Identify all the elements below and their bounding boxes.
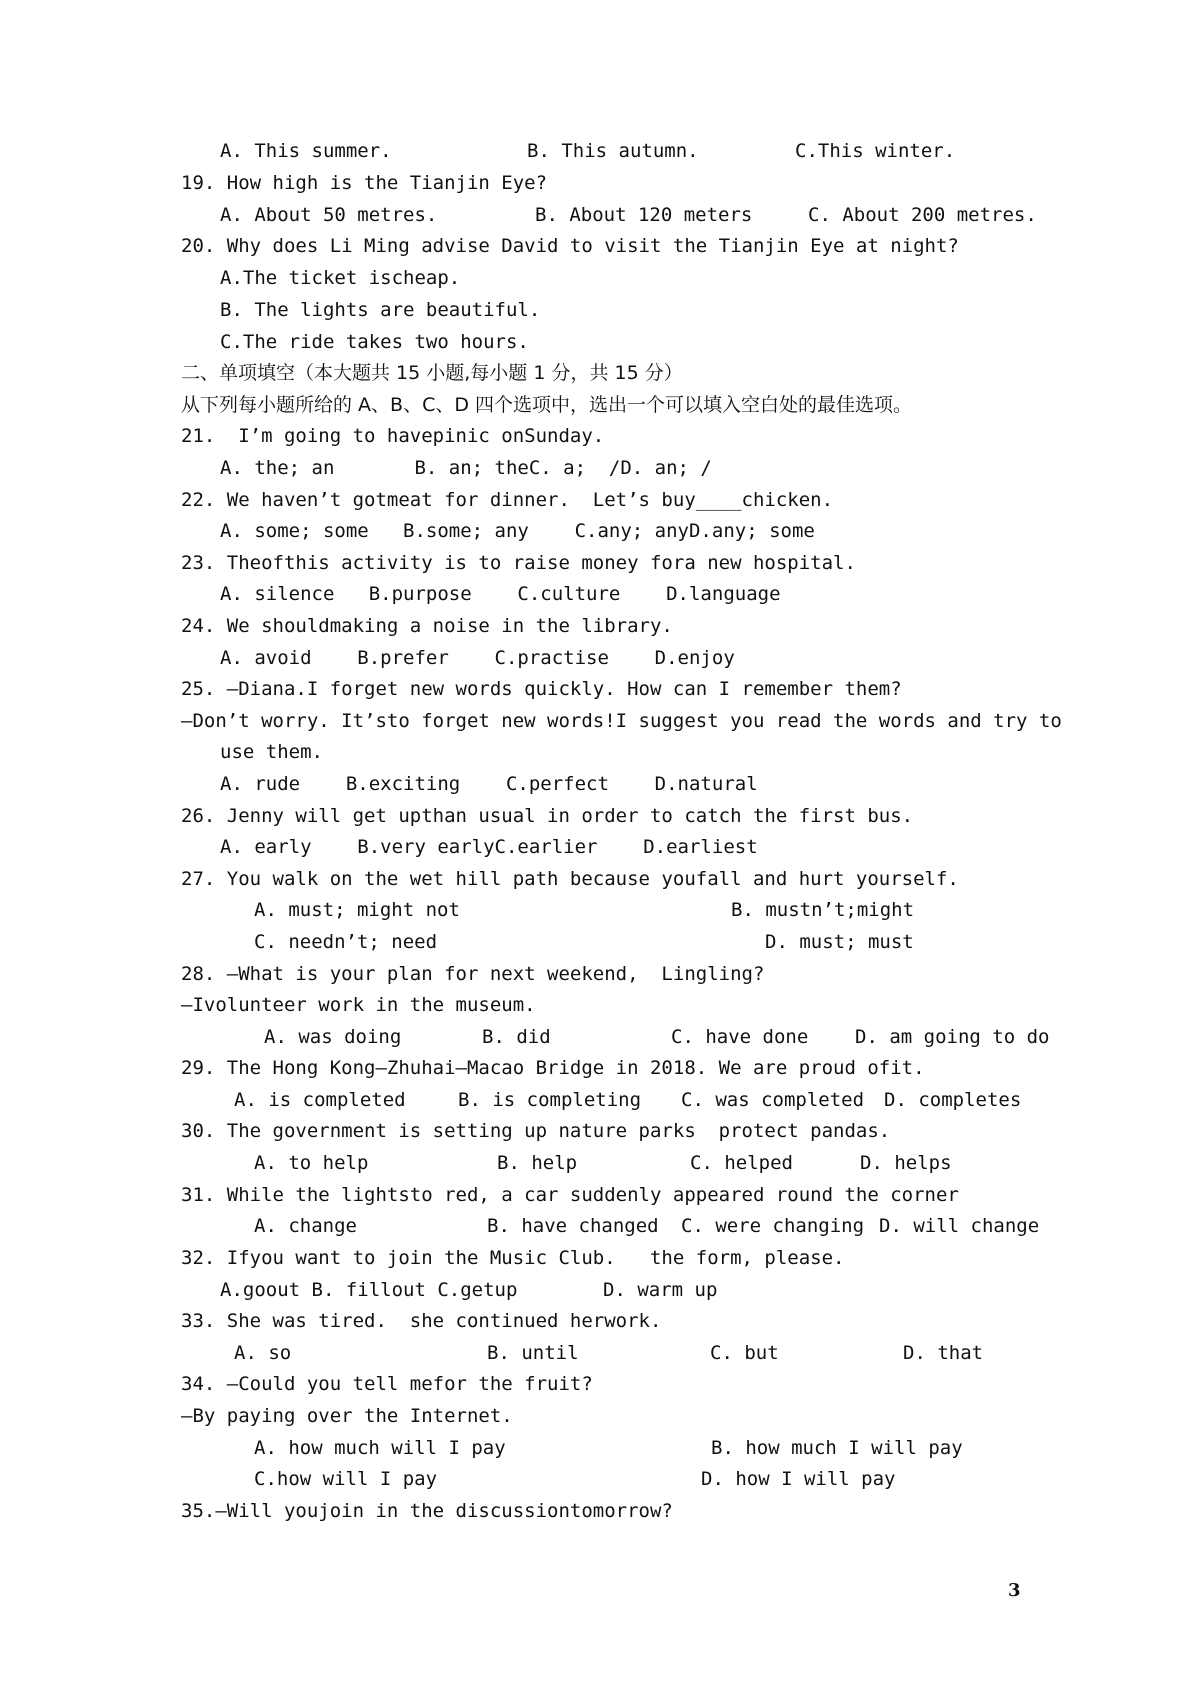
q31-option-c: C. were changing <box>681 1215 865 1237</box>
q28-stem: 28. —What is your plan for next weekend, Lingling? <box>181 963 765 985</box>
q29-stem: 29. The Hong Kong—Zhuhai—Macao Bridge in 2018. We are proud ofit. <box>181 1057 925 1079</box>
q20-option-b: B. The lights are beautiful. <box>220 299 541 321</box>
q20-option-a: A.The ticket ischeap. <box>220 267 461 289</box>
q30-stem: 30. The government is setting up nature parks protect pandas. <box>181 1120 891 1142</box>
q27-option-d: D. must; must <box>765 931 914 953</box>
q32-option-d: D. warm up <box>603 1279 718 1301</box>
q31-option-d: D. will change <box>879 1215 1040 1237</box>
q19-option-b: B. About 120 meters <box>535 204 753 226</box>
q33-option-c: C. but <box>710 1342 779 1364</box>
q28-option-d: D. am going to do <box>855 1026 1050 1048</box>
q33-option-a: A. so <box>234 1342 292 1364</box>
section-heading: 二、单项填空（本大题共 15 小题,每小题 1 分，共 15 分） <box>181 362 683 384</box>
q29-option-b: B. is completing <box>458 1089 642 1111</box>
q34-option-d: D. how I will pay <box>701 1468 896 1490</box>
q33-stem: 33. She was tired. she continued herwork. <box>181 1310 662 1332</box>
q30-option-d: D. helps <box>860 1152 952 1174</box>
q27-option-a: A. must; might not <box>254 899 460 921</box>
q28-option-c: C. have done <box>671 1026 809 1048</box>
q30-option-b: B. help <box>497 1152 578 1174</box>
q21-stem: 21. I’m going to havepinic onSunday. <box>181 425 605 447</box>
q29-option-d: D. completes <box>884 1089 1022 1111</box>
q26-options: A. early B.very earlyC.earlier D.earliest <box>220 836 758 858</box>
q34-stem: 34. —Could you tell mefor the fruit? <box>181 1373 593 1395</box>
q33-option-d: D. that <box>903 1342 984 1364</box>
q18-option-c: C.This winter. <box>795 140 956 162</box>
q19-option-c: C. About 200 metres. <box>808 204 1037 226</box>
q18-option-a: A. This summer. <box>220 140 392 162</box>
q34-option-b: B. how much I will pay <box>711 1437 963 1459</box>
q26-stem: 26. Jenny will get upthan usual in order to catch the first bus. <box>181 805 914 827</box>
q25-reply: —Don’t worry. It’sto forget new words!I suggest you read the words and try to <box>181 710 1062 732</box>
q34-option-a: A. how much will I pay <box>254 1437 506 1459</box>
q19-stem: 19. How high is the Tianjin Eye? <box>181 172 548 194</box>
q31-option-b: B. have changed <box>487 1215 659 1237</box>
q20-stem: 20. Why does Li Ming advise David to visit the Tianjin Eye at night? <box>181 235 959 257</box>
q34-option-c: C.how will I pay <box>254 1468 438 1490</box>
q22-stem: 22. We haven’t gotmeat for dinner. Let’s buy____chicken. <box>181 489 834 511</box>
q31-stem: 31. While the lightsto red, a car suddenly appeared round the corner <box>181 1184 959 1206</box>
q24-stem: 24. We shouldmaking a noise in the library. <box>181 615 673 637</box>
q23-options: A. silence B.purpose C.culture D.language <box>220 583 781 605</box>
q29-option-c: C. was completed <box>681 1089 865 1111</box>
q27-stem: 27. You walk on the wet hill path because youfall and hurt yourself. <box>181 868 959 890</box>
page-number: 3 <box>1008 1580 1021 1601</box>
q28-option-b: B. did <box>482 1026 551 1048</box>
q27-option-c: C. needn’t; need <box>254 931 438 953</box>
q32-options: A.goout B. fillout C.getup <box>220 1279 518 1301</box>
q23-stem: 23. Theofthis activity is to raise money fora new hospital. <box>181 552 856 574</box>
q34-reply: —By paying over the Internet. <box>181 1405 513 1427</box>
q25-reply-cont: use them. <box>220 741 323 763</box>
q21-options: A. the; an B. an; theC. a; /D. an; / <box>220 457 712 479</box>
q30-option-a: A. to help <box>254 1152 369 1174</box>
q35-stem: 35.—Will youjoin in the discussiontomorrow? <box>181 1500 673 1522</box>
q18-option-b: B. This autumn. <box>527 140 699 162</box>
q20-option-c: C.The ride takes two hours. <box>220 331 529 353</box>
q28-option-a: A. was doing <box>264 1026 402 1048</box>
q31-option-a: A. change <box>254 1215 357 1237</box>
q32-stem: 32. Ifyou want to join the Music Club. the form, please. <box>181 1247 845 1269</box>
q25-stem: 25. —Diana.I forget new words quickly. How can I remember them? <box>181 678 902 700</box>
q27-option-b: B. mustn’t;might <box>731 899 915 921</box>
q28-reply: —Ivolunteer work in the museum. <box>181 994 536 1016</box>
q19-option-a: A. About 50 metres. <box>220 204 438 226</box>
q30-option-c: C. helped <box>690 1152 793 1174</box>
q25-options: A. rude B.exciting C.perfect D.natural <box>220 773 758 795</box>
q22-options: A. some; some B.some; any C.any; anyD.any; some <box>220 520 815 542</box>
section-instruction: 从下列每小题所给的 A、B、C、D 四个选项中，选出一个可以填入空白处的最佳选项。 <box>181 394 913 416</box>
q24-options: A. avoid B.prefer C.practise D.enjoy <box>220 647 735 669</box>
q29-option-a: A. is completed <box>234 1089 406 1111</box>
q33-option-b: B. until <box>487 1342 579 1364</box>
